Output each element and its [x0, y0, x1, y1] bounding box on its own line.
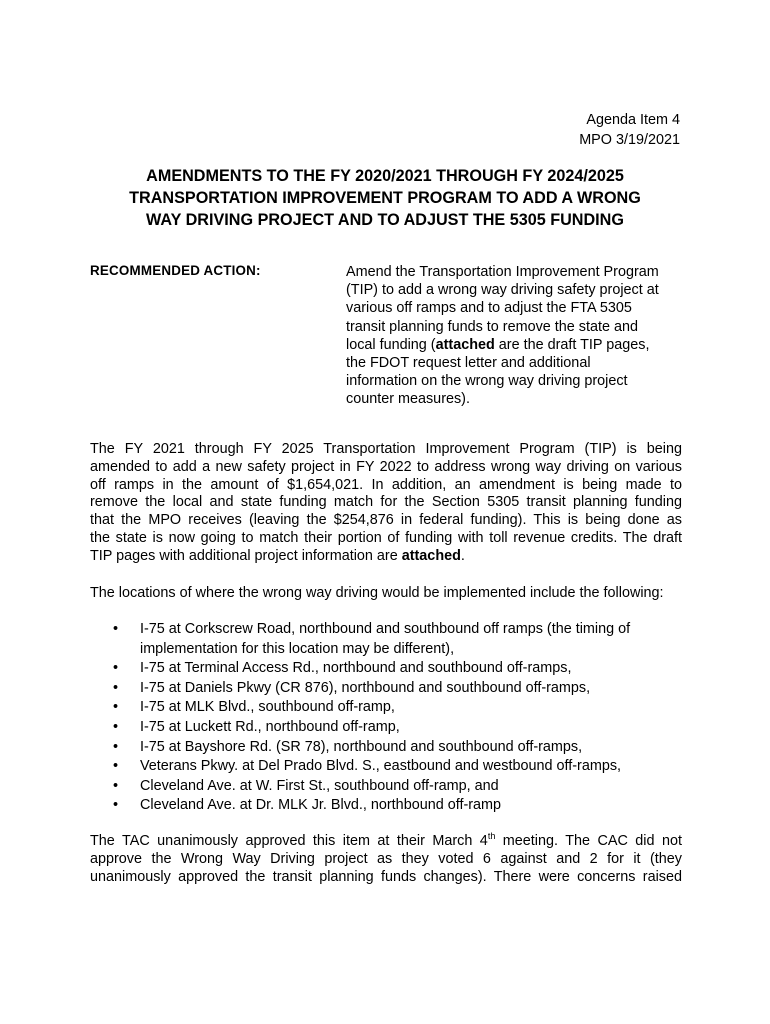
rec-line: (TIP) to add a wrong way driving safety project at: [346, 282, 659, 299]
paragraph-line: the state is now going to match their portion of funding with toll revenue credits. The draft: [90, 529, 682, 546]
locations-list: [113, 620, 630, 816]
list-item-text: implementation for this location may be different),: [140, 640, 455, 657]
list-item: [113, 796, 630, 816]
rec-line: various off ramps and to adjust the FTA 5305: [346, 300, 632, 317]
paragraph-committee-votes: [90, 833, 682, 886]
paragraph-line: amended to add a new safety project in FY 2022 to address wrong way driving on various: [90, 458, 682, 475]
list-item: [113, 718, 630, 738]
paragraph-line: [90, 548, 682, 566]
list-item-text: Cleveland Ave. at W. First St., southbound off-ramp, and: [140, 777, 499, 794]
paragraph-line: The locations of where the wrong way driving would be implemented include the following:: [90, 585, 664, 601]
bullet-icon: •: [113, 777, 119, 794]
list-item: [113, 777, 630, 797]
rec-line-text: are the draft TIP pages,: [494, 336, 650, 353]
rec-line: transit planning funds to remove the state and: [346, 318, 638, 335]
bullet-icon: •: [113, 699, 119, 716]
paragraph-text: .: [460, 547, 465, 564]
title-line-1: AMENDMENTS TO THE FY 2020/2021 THROUGH FY 2024/2025: [146, 167, 624, 185]
paragraph-locations-intro: [90, 585, 682, 603]
list-item-text: I-75 at MLK Blvd., southbound off-ramp,: [140, 699, 395, 716]
bullet-icon: •: [113, 797, 119, 814]
list-item-text: Cleveland Ave. at Dr. MLK Jr. Blvd., northbound off-ramp: [140, 797, 502, 814]
bullet-icon: •: [113, 738, 119, 755]
agenda-item-label: Agenda Item 4: [586, 112, 680, 128]
recommended-action-label: RECOMMENDED ACTION:: [90, 263, 261, 278]
paragraph-line: that the MPO receives (leaving the $254,876 in federal funding). This is being done as: [90, 512, 682, 529]
bullet-icon: •: [113, 679, 119, 696]
list-item: [113, 757, 630, 777]
agenda-header: [579, 110, 680, 150]
recommended-action-text: [346, 263, 686, 409]
list-item-text: I-75 at Luckett Rd., northbound off-ramp,: [140, 718, 400, 735]
list-item: [113, 659, 630, 679]
attached-emphasis: attached: [401, 547, 461, 564]
meeting-date: MPO 3/19/2021: [579, 132, 680, 148]
title-line-2: TRANSPORTATION IMPROVEMENT PROGRAM TO ADD A WRONG: [129, 189, 641, 207]
title-line-3: WAY DRIVING PROJECT AND TO ADJUST THE 5305 FUNDING: [146, 211, 624, 229]
paragraph-tip-amendment: [90, 441, 682, 566]
paragraph-line: approve the Wrong Way Driving project as they voted 6 against and 2 for it (they: [90, 850, 682, 867]
document-title: [90, 165, 680, 231]
paragraph-text: The TAC unanimously approved this item at their March 4: [90, 833, 488, 849]
list-item-text: I-75 at Daniels Pkwy (CR 876), northbound and southbound off-ramps,: [140, 679, 591, 696]
bullet-icon: •: [113, 621, 119, 637]
list-item-text: I-75 at Bayshore Rd. (SR 78), northbound and southbound off-ramps,: [140, 738, 583, 755]
paragraph-text: meeting. The CAC did not: [495, 833, 682, 849]
list-item-text: I-75 at Terminal Access Rd., northbound and southbound off-ramps,: [140, 660, 572, 677]
bullet-icon: •: [113, 758, 119, 775]
bullet-icon: •: [113, 718, 119, 735]
bullet-icon: •: [113, 660, 119, 677]
paragraph-line: off ramps in the amount of $1,654,021. In addition, an amendment is being made to: [90, 476, 682, 493]
rec-line: Amend the Transportation Improvement Program: [346, 264, 659, 280]
superscript-ordinal: th: [487, 831, 496, 842]
rec-line: information on the wrong way driving project: [346, 373, 628, 390]
paragraph-text: TIP pages with additional project information are: [90, 547, 402, 564]
attached-emphasis: attached: [435, 336, 495, 353]
rec-line: [346, 336, 686, 354]
list-item: [113, 620, 630, 659]
list-item: [113, 698, 630, 718]
list-item-text: Veterans Pkwy. at Del Prado Blvd. S., eastbound and westbound off-ramps,: [140, 758, 622, 775]
paragraph-line: [90, 833, 682, 851]
rec-line-text: local funding (: [346, 336, 436, 353]
list-item: [113, 738, 630, 758]
paragraph-line: remove the local and state funding match for the Section 5305 transit planning funding: [90, 494, 682, 511]
paragraph-line: unanimously approved the transit planning funds changes). There were concerns raised: [90, 868, 682, 885]
paragraph-line: The FY 2021 through FY 2025 Transportation Improvement Program (TIP) is being: [90, 441, 682, 457]
list-item-text: I-75 at Corkscrew Road, northbound and southbound off ramps (the timing of: [140, 621, 631, 637]
list-item: [113, 679, 630, 699]
rec-line: the FDOT request letter and additional: [346, 355, 591, 372]
rec-line: counter measures).: [346, 391, 470, 408]
